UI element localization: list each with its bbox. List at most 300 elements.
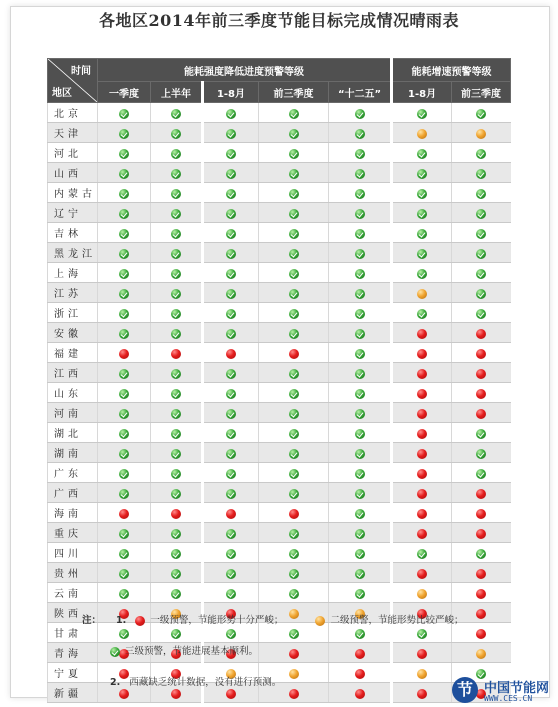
region-name: 北京 xyxy=(48,103,98,123)
red-warning-icon xyxy=(476,389,486,399)
status-cell xyxy=(329,583,392,603)
red-warning-icon xyxy=(171,349,181,359)
green-warning-icon xyxy=(289,309,299,319)
orange-warning-icon xyxy=(417,589,427,599)
green-warning-icon xyxy=(119,229,129,239)
status-cell xyxy=(203,123,259,143)
status-cell xyxy=(151,403,203,423)
red-warning-icon xyxy=(171,689,181,699)
status-cell xyxy=(392,563,452,583)
status-cell xyxy=(392,523,452,543)
status-cell xyxy=(151,523,203,543)
table-row xyxy=(48,323,511,343)
status-cell xyxy=(203,203,259,223)
green-warning-icon xyxy=(355,349,365,359)
status-cell xyxy=(203,103,259,123)
green-warning-icon xyxy=(476,169,486,179)
green-warning-icon xyxy=(119,629,129,639)
status-cell xyxy=(329,303,392,323)
status-cell xyxy=(203,223,259,243)
green-warning-icon xyxy=(226,549,236,559)
column-header-12th-five-year: “十二五” xyxy=(329,82,392,103)
green-warning-icon xyxy=(171,409,181,419)
status-cell xyxy=(151,303,203,323)
green-warning-icon xyxy=(476,229,486,239)
status-cell xyxy=(259,243,329,263)
green-warning-icon xyxy=(171,549,181,559)
green-warning-icon xyxy=(355,249,365,259)
status-cell xyxy=(98,423,151,443)
green-warning-icon xyxy=(355,589,365,599)
green-warning-icon xyxy=(171,149,181,159)
green-warning-icon xyxy=(119,429,129,439)
status-cell xyxy=(259,203,329,223)
status-cell xyxy=(151,243,203,263)
status-cell xyxy=(392,503,452,523)
status-cell xyxy=(151,323,203,343)
status-cell xyxy=(452,523,511,543)
status-cell xyxy=(452,383,511,403)
green-warning-icon xyxy=(171,469,181,479)
red-warning-icon xyxy=(417,509,427,519)
green-warning-icon xyxy=(226,469,236,479)
status-cell xyxy=(452,503,511,523)
status-cell xyxy=(329,323,392,343)
status-cell xyxy=(98,143,151,163)
status-cell xyxy=(259,523,329,543)
red-warning-icon xyxy=(355,689,365,699)
status-cell xyxy=(98,243,151,263)
status-cell xyxy=(151,483,203,503)
region-name: 江苏 xyxy=(48,283,98,303)
red-warning-icon xyxy=(355,669,365,679)
table-row xyxy=(48,123,511,143)
region-name: 河南 xyxy=(48,403,98,423)
green-warning-icon xyxy=(289,489,299,499)
red-warning-icon xyxy=(476,529,486,539)
green-warning-icon xyxy=(355,209,365,219)
logo-url: WWW.CES.CN xyxy=(484,694,533,703)
status-cell xyxy=(329,383,392,403)
status-cell xyxy=(203,543,259,563)
table-row xyxy=(48,163,511,183)
status-cell xyxy=(98,583,151,603)
status-cell xyxy=(392,143,452,163)
status-cell xyxy=(452,243,511,263)
red-warning-icon xyxy=(476,489,486,499)
status-cell xyxy=(259,563,329,583)
status-cell xyxy=(151,503,203,523)
green-warning-icon xyxy=(171,449,181,459)
green-warning-icon xyxy=(355,509,365,519)
green-warning-icon xyxy=(119,409,129,419)
red-warning-icon xyxy=(135,616,145,626)
table-row xyxy=(48,283,511,303)
status-cell xyxy=(329,643,392,663)
status-cell xyxy=(329,443,392,463)
green-warning-icon xyxy=(476,269,486,279)
region-name: 浙江 xyxy=(48,303,98,323)
status-cell xyxy=(329,123,392,143)
green-warning-icon xyxy=(119,209,129,219)
status-cell xyxy=(259,583,329,603)
green-warning-icon xyxy=(119,329,129,339)
status-cell xyxy=(203,323,259,343)
region-name: 陕西 xyxy=(48,603,98,623)
status-cell xyxy=(329,423,392,443)
status-cell xyxy=(151,383,203,403)
status-cell xyxy=(329,683,392,703)
warning-table xyxy=(47,58,511,703)
green-warning-icon xyxy=(417,549,427,559)
table-row xyxy=(48,143,511,163)
status-cell xyxy=(452,163,511,183)
status-cell xyxy=(452,123,511,143)
status-cell xyxy=(98,363,151,383)
status-cell xyxy=(259,183,329,203)
time-label: 时间 xyxy=(71,66,91,77)
status-cell xyxy=(259,283,329,303)
red-warning-icon xyxy=(476,569,486,579)
green-warning-icon xyxy=(289,269,299,279)
status-cell xyxy=(392,683,452,703)
orange-warning-icon xyxy=(315,616,325,626)
status-cell xyxy=(98,343,151,363)
table-row xyxy=(48,243,511,263)
green-warning-icon xyxy=(226,589,236,599)
green-warning-icon xyxy=(289,449,299,459)
status-cell xyxy=(259,263,329,283)
status-cell xyxy=(151,423,203,443)
status-cell xyxy=(98,523,151,543)
status-cell xyxy=(392,283,452,303)
group-header-intensity: 能耗强度降低进度预警等级 xyxy=(98,59,392,82)
green-warning-icon xyxy=(289,529,299,539)
region-name: 湖北 xyxy=(48,423,98,443)
red-warning-icon xyxy=(476,629,486,639)
green-warning-icon xyxy=(355,109,365,119)
green-warning-icon xyxy=(355,469,365,479)
column-header-q1-q3: 前三季度 xyxy=(259,82,329,103)
green-warning-icon xyxy=(355,409,365,419)
status-cell xyxy=(203,303,259,323)
red-warning-icon xyxy=(417,569,427,579)
green-warning-icon xyxy=(355,389,365,399)
table-row xyxy=(48,563,511,583)
region-name: 重庆 xyxy=(48,523,98,543)
column-header-growth-jan-aug: 1-8月 xyxy=(392,82,452,103)
status-cell xyxy=(259,423,329,443)
red-warning-icon xyxy=(171,509,181,519)
status-cell xyxy=(329,183,392,203)
red-warning-icon xyxy=(417,429,427,439)
status-cell xyxy=(203,483,259,503)
status-cell xyxy=(151,143,203,163)
green-warning-icon xyxy=(417,249,427,259)
green-warning-icon xyxy=(226,269,236,279)
green-warning-icon xyxy=(119,389,129,399)
red-warning-icon xyxy=(226,689,236,699)
status-cell xyxy=(392,423,452,443)
status-cell xyxy=(203,523,259,543)
status-cell xyxy=(98,383,151,403)
red-warning-icon xyxy=(289,349,299,359)
status-cell xyxy=(392,363,452,383)
red-warning-icon xyxy=(355,649,365,659)
status-cell xyxy=(151,443,203,463)
status-cell xyxy=(259,443,329,463)
green-warning-icon xyxy=(226,569,236,579)
green-warning-icon xyxy=(119,109,129,119)
green-warning-icon xyxy=(355,229,365,239)
status-cell xyxy=(203,183,259,203)
green-warning-icon xyxy=(226,209,236,219)
status-cell xyxy=(203,383,259,403)
region-name: 海南 xyxy=(48,503,98,523)
region-name: 福建 xyxy=(48,343,98,363)
column-header-jan-aug: 1-8月 xyxy=(203,82,259,103)
green-warning-icon xyxy=(119,549,129,559)
green-warning-icon xyxy=(476,429,486,439)
green-warning-icon xyxy=(417,149,427,159)
status-cell xyxy=(259,643,329,663)
green-warning-icon xyxy=(289,149,299,159)
orange-warning-icon xyxy=(417,129,427,139)
red-warning-icon xyxy=(476,349,486,359)
green-warning-icon xyxy=(226,169,236,179)
red-warning-icon xyxy=(226,349,236,359)
green-warning-icon xyxy=(289,429,299,439)
legend-red-text: 一级预警，节能形势十分严峻； xyxy=(150,615,284,626)
green-warning-icon xyxy=(171,169,181,179)
status-cell xyxy=(98,323,151,343)
green-warning-icon xyxy=(417,109,427,119)
green-warning-icon xyxy=(226,629,236,639)
green-warning-icon xyxy=(226,109,236,119)
status-cell xyxy=(329,343,392,363)
green-warning-icon xyxy=(119,369,129,379)
status-cell xyxy=(98,183,151,203)
green-warning-icon xyxy=(289,369,299,379)
green-warning-icon xyxy=(476,189,486,199)
green-warning-icon xyxy=(226,329,236,339)
green-warning-icon xyxy=(289,289,299,299)
status-cell xyxy=(151,543,203,563)
green-warning-icon xyxy=(417,169,427,179)
region-name: 山东 xyxy=(48,383,98,403)
page-title: 各地区2014年前三季度节能目标完成情况晴雨表 xyxy=(98,11,460,30)
status-cell xyxy=(203,463,259,483)
region-name: 云南 xyxy=(48,583,98,603)
green-warning-icon xyxy=(355,449,365,459)
red-warning-icon xyxy=(417,689,427,699)
orange-warning-icon xyxy=(476,649,486,659)
green-warning-icon xyxy=(119,189,129,199)
status-cell xyxy=(259,343,329,363)
footnote-line-2 xyxy=(110,643,258,657)
region-name: 四川 xyxy=(48,543,98,563)
green-warning-icon xyxy=(417,209,427,219)
status-cell xyxy=(329,223,392,243)
green-warning-icon xyxy=(226,309,236,319)
red-warning-icon xyxy=(476,409,486,419)
status-cell xyxy=(259,123,329,143)
status-cell xyxy=(452,403,511,423)
status-cell xyxy=(259,223,329,243)
status-cell xyxy=(452,643,511,663)
status-cell xyxy=(98,103,151,123)
green-warning-icon xyxy=(355,189,365,199)
status-cell xyxy=(392,663,452,683)
status-cell xyxy=(392,403,452,423)
green-warning-icon xyxy=(171,369,181,379)
status-cell xyxy=(151,163,203,183)
status-cell xyxy=(259,503,329,523)
red-warning-icon xyxy=(417,389,427,399)
table-row xyxy=(48,263,511,283)
status-cell xyxy=(392,583,452,603)
status-cell xyxy=(98,463,151,483)
status-cell xyxy=(329,163,392,183)
status-cell xyxy=(392,483,452,503)
red-warning-icon xyxy=(417,369,427,379)
status-cell xyxy=(452,463,511,483)
red-warning-icon xyxy=(476,589,486,599)
green-warning-icon xyxy=(289,389,299,399)
status-cell xyxy=(329,243,392,263)
region-name: 安徽 xyxy=(48,323,98,343)
status-cell xyxy=(203,443,259,463)
status-cell xyxy=(98,483,151,503)
green-warning-icon xyxy=(476,289,486,299)
green-warning-icon xyxy=(476,309,486,319)
green-warning-icon xyxy=(289,189,299,199)
region-name: 甘肃 xyxy=(48,623,98,643)
status-cell xyxy=(452,343,511,363)
table-row xyxy=(48,383,511,403)
status-cell xyxy=(392,543,452,563)
red-warning-icon xyxy=(119,349,129,359)
green-warning-icon xyxy=(417,269,427,279)
green-warning-icon xyxy=(171,569,181,579)
status-cell xyxy=(203,263,259,283)
red-warning-icon xyxy=(417,469,427,479)
legend-orange-text: 二级预警，节能形势比较严峻； xyxy=(330,615,464,626)
region-name: 广西 xyxy=(48,483,98,503)
status-cell xyxy=(329,143,392,163)
green-warning-icon xyxy=(226,489,236,499)
footnote-line-3 xyxy=(110,674,281,688)
green-warning-icon xyxy=(355,309,365,319)
green-warning-icon xyxy=(171,129,181,139)
red-warning-icon xyxy=(476,609,486,619)
green-warning-icon xyxy=(226,229,236,239)
status-cell xyxy=(392,243,452,263)
status-cell xyxy=(151,263,203,283)
status-cell xyxy=(151,283,203,303)
table-row xyxy=(48,483,511,503)
green-warning-icon xyxy=(119,149,129,159)
legend-green-text: 三级预警，节能进展基本顺利。 xyxy=(125,646,259,657)
status-cell xyxy=(452,143,511,163)
status-cell xyxy=(98,503,151,523)
status-cell xyxy=(259,403,329,423)
green-warning-icon xyxy=(355,629,365,639)
status-cell xyxy=(98,563,151,583)
footnote-number-2: 2. xyxy=(110,677,121,688)
table-row xyxy=(48,223,511,243)
green-warning-icon xyxy=(289,229,299,239)
green-warning-icon xyxy=(355,129,365,139)
green-warning-icon xyxy=(171,189,181,199)
footnote-tibet-text: 西藏缺乏统计数据，没有进行预测。 xyxy=(129,677,282,688)
table-row xyxy=(48,403,511,423)
region-label: 地区 xyxy=(52,88,72,99)
column-header-growth-q1-q3: 前三季度 xyxy=(452,82,511,103)
table-row xyxy=(48,543,511,563)
status-cell xyxy=(151,103,203,123)
status-cell xyxy=(392,643,452,663)
red-warning-icon xyxy=(476,329,486,339)
green-warning-icon xyxy=(171,289,181,299)
status-cell xyxy=(452,283,511,303)
green-warning-icon xyxy=(476,149,486,159)
status-cell xyxy=(98,163,151,183)
green-warning-icon xyxy=(289,589,299,599)
table-row xyxy=(48,363,511,383)
status-cell xyxy=(98,123,151,143)
status-cell xyxy=(98,263,151,283)
status-cell xyxy=(151,343,203,363)
table-row xyxy=(48,583,511,603)
green-warning-icon xyxy=(417,309,427,319)
status-cell xyxy=(329,663,392,683)
orange-warning-icon xyxy=(476,129,486,139)
region-name: 青海 xyxy=(48,643,98,663)
column-header-h1: 上半年 xyxy=(151,82,203,103)
green-warning-icon xyxy=(119,309,129,319)
region-name: 吉林 xyxy=(48,223,98,243)
region-name: 山西 xyxy=(48,163,98,183)
status-cell xyxy=(203,563,259,583)
region-name: 内蒙古 xyxy=(48,183,98,203)
status-cell xyxy=(329,543,392,563)
status-cell xyxy=(203,283,259,303)
footnote-number-1: 1. xyxy=(116,615,127,626)
region-name: 辽宁 xyxy=(48,203,98,223)
table-row xyxy=(48,303,511,323)
region-name: 新疆 xyxy=(48,683,98,703)
status-cell xyxy=(329,483,392,503)
green-warning-icon xyxy=(476,209,486,219)
status-cell xyxy=(452,483,511,503)
status-cell xyxy=(151,463,203,483)
green-warning-icon xyxy=(171,489,181,499)
red-warning-icon xyxy=(417,529,427,539)
green-warning-icon xyxy=(171,529,181,539)
green-warning-icon xyxy=(289,169,299,179)
red-warning-icon xyxy=(417,329,427,339)
status-cell xyxy=(98,443,151,463)
red-warning-icon xyxy=(289,509,299,519)
status-cell xyxy=(329,263,392,283)
green-warning-icon xyxy=(171,209,181,219)
green-warning-icon xyxy=(171,429,181,439)
region-name: 江西 xyxy=(48,363,98,383)
green-warning-icon xyxy=(119,169,129,179)
green-warning-icon xyxy=(289,209,299,219)
footnote-label: 注： xyxy=(82,615,102,626)
